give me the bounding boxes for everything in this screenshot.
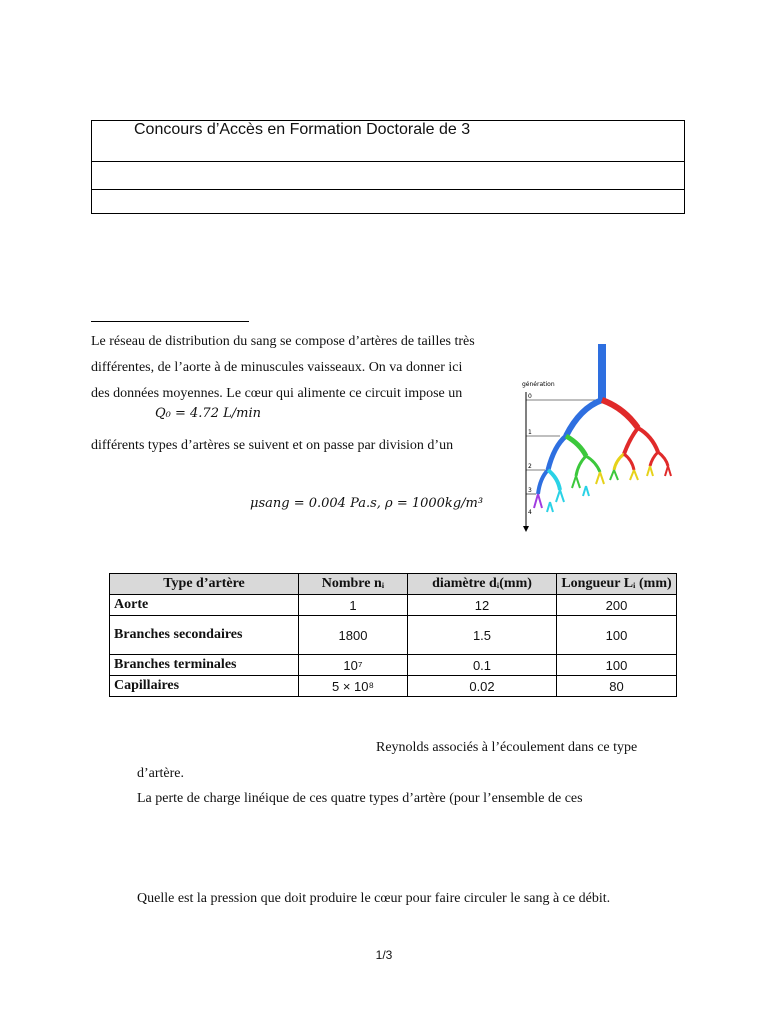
level-1: 1 — [528, 429, 532, 436]
cell-length: 80 — [557, 676, 677, 697]
question-1-line-1: Reynolds associés à l’écoulement dans ce type — [376, 740, 638, 755]
level-0: 0 — [528, 393, 532, 400]
col-header-diameter: diamètre dᵢ(mm) — [408, 574, 557, 595]
level-3: 3 — [528, 487, 532, 494]
flow-rate-formula: Q₀ = 4.72 L/min — [155, 406, 261, 421]
table-row — [110, 616, 677, 655]
cell-type: Branches secondaires — [110, 616, 299, 655]
question-3: Quelle est la pression que doit produire le cœur pour faire circuler le sang à ce débit. — [137, 891, 611, 906]
question-1-line-2: d’artère. — [137, 766, 185, 781]
cell-length: 200 — [557, 595, 677, 616]
table-header-row — [110, 574, 677, 595]
artery-data-table — [109, 573, 677, 697]
cell-type: Branches terminales — [110, 655, 299, 676]
cell-diameter: 1.5 — [408, 616, 557, 655]
exam-title: Concours d’Accès en Formation Doctorale de 3 — [134, 121, 471, 138]
cell-count: 1 — [299, 595, 408, 616]
intro-line-1: Le réseau de distribution du sang se compose d’artères de tailles très — [91, 334, 475, 349]
col-header-count: Nombre nᵢ — [299, 574, 408, 595]
intro-line-4: différents types d’artères se suivent et on passe par division d’un — [91, 438, 454, 453]
cell-count: 10⁷ — [299, 655, 408, 676]
level-4: 4 — [528, 509, 532, 516]
header-row-title — [92, 121, 684, 162]
table-row — [110, 676, 677, 697]
cell-diameter: 12 — [408, 595, 557, 616]
cell-length: 100 — [557, 616, 677, 655]
red-branch — [602, 400, 638, 428]
arterial-tree-svg — [520, 340, 678, 532]
cell-type: Capillaires — [110, 676, 299, 697]
generation-label: génération — [522, 381, 555, 388]
col-header-type: Type d’artère — [110, 574, 299, 595]
arterial-tree-figure — [520, 340, 678, 532]
parameters-formula: μsang = 0.004 Pa.s, ρ = 1000kg/m³ — [250, 496, 484, 511]
header-table — [91, 120, 685, 214]
cell-count: 5 × 10⁸ — [299, 676, 408, 697]
intro-line-2: différentes, de l’aorte à de minuscules vaisseaux. On va donner ici — [91, 360, 463, 375]
cell-length: 100 — [557, 655, 677, 676]
cell-diameter: 0.02 — [408, 676, 557, 697]
intro-line-3: des données moyennes. Le cœur qui alimente ce circuit impose un — [91, 386, 463, 401]
green-branch — [566, 436, 586, 456]
cell-count: 1800 — [299, 616, 408, 655]
level-2: 2 — [528, 463, 532, 470]
col-header-length: Longueur Lᵢ (mm) — [557, 574, 677, 595]
page-number: 1/3 — [375, 948, 393, 962]
table-row — [110, 595, 677, 616]
question-2: La perte de charge linéique de ces quatre types d’artère (pour l’ensemble de ces — [137, 791, 583, 806]
cell-diameter: 0.1 — [408, 655, 557, 676]
axis-arrow — [523, 526, 529, 532]
cell-type: Aorte — [110, 595, 299, 616]
section-rule — [91, 321, 249, 322]
header-row-2 — [92, 161, 684, 190]
table-row — [110, 655, 677, 676]
